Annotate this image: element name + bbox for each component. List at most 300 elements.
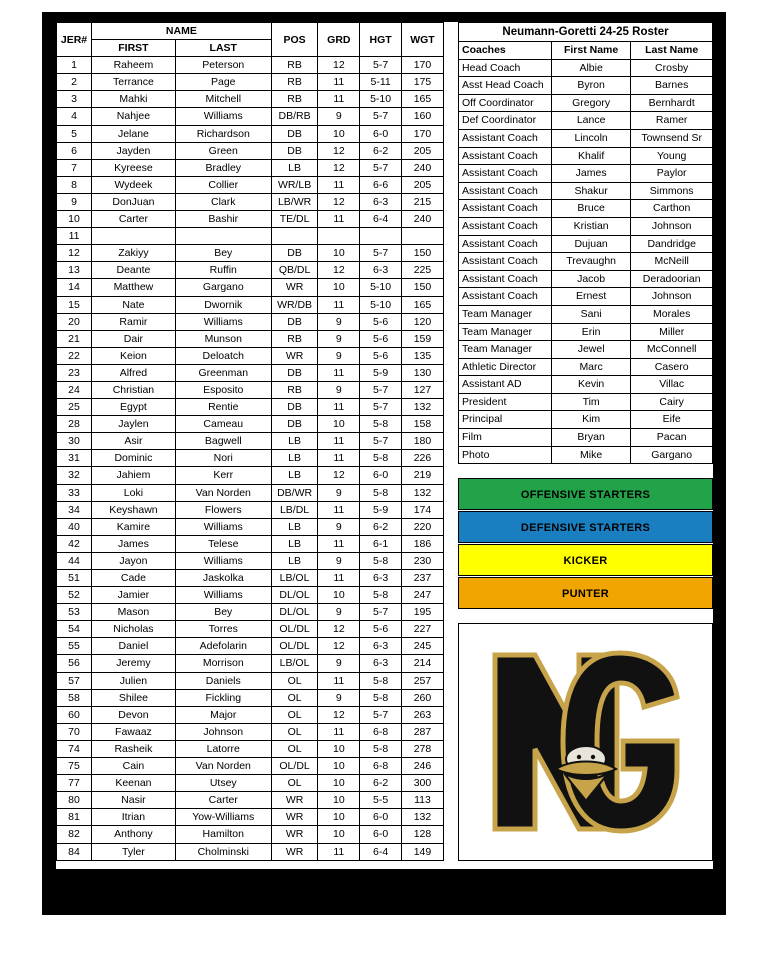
table-row (57, 775, 444, 792)
cell-grade: 9 (318, 484, 360, 501)
cell-staff-first-name: Gregory (551, 94, 631, 112)
cell-first-name: Jayon (92, 552, 176, 569)
cell-staff-first-name: Albie (551, 59, 631, 77)
cell-position: DB/WR (271, 484, 318, 501)
header-staff-last: Last Name (631, 42, 713, 60)
header-pos: POS (271, 23, 318, 57)
cell-position: LB (271, 518, 318, 535)
cell-height: 6-3 (360, 262, 402, 279)
table-row (459, 288, 713, 306)
cell-weight: 245 (401, 638, 443, 655)
cell-grade: 11 (318, 176, 360, 193)
cell-first-name: Wydeek (92, 176, 176, 193)
table-row (57, 552, 444, 569)
cell-staff-last-name: Johnson (631, 217, 713, 235)
cell-height: 6-0 (360, 809, 402, 826)
cell-first-name: Shilee (92, 689, 176, 706)
cell-jersey: 58 (57, 689, 92, 706)
cell-last-name: Clark (175, 193, 271, 210)
cell-grade: 9 (318, 604, 360, 621)
cell-position: DB (271, 245, 318, 262)
cell-height: 5-10 (360, 91, 402, 108)
cell-jersey: 7 (57, 159, 92, 176)
cell-last-name: Collier (175, 176, 271, 193)
cell-height: 5-7 (360, 57, 402, 74)
staff-table (458, 41, 713, 464)
cell-staff-first-name: Jacob (551, 270, 631, 288)
cell-grade: 12 (318, 57, 360, 74)
table-row (57, 245, 444, 262)
cell-jersey: 13 (57, 262, 92, 279)
cell-jersey: 31 (57, 450, 92, 467)
cell-position: LB (271, 552, 318, 569)
cell-weight: 150 (401, 245, 443, 262)
cell-position: WR (271, 347, 318, 364)
table-row (57, 193, 444, 210)
cell-staff-last-name: Gargano (631, 446, 713, 464)
cell-weight: 240 (401, 159, 443, 176)
cell-weight: 132 (401, 809, 443, 826)
table-row (57, 364, 444, 381)
cell-jersey: 34 (57, 501, 92, 518)
cell-first-name: Devon (92, 706, 176, 723)
cell-staff-last-name: McConnell (631, 341, 713, 359)
cell-weight: 120 (401, 313, 443, 330)
cell-last-name: Cholminski (175, 843, 271, 860)
cell-weight: 278 (401, 740, 443, 757)
cell-weight: 158 (401, 416, 443, 433)
cell-staff-last-name: Eife (631, 411, 713, 429)
cell-staff-last-name: Bernhardt (631, 94, 713, 112)
cell-first-name: Jaylen (92, 416, 176, 433)
cell-last-name: Bashir (175, 211, 271, 228)
table-row (459, 147, 713, 165)
cell-jersey: 33 (57, 484, 92, 501)
cell-grade: 12 (318, 706, 360, 723)
table-row (57, 535, 444, 552)
cell-grade: 9 (318, 313, 360, 330)
table-row (459, 182, 713, 200)
cell-weight: 220 (401, 518, 443, 535)
cell-weight: 165 (401, 91, 443, 108)
table-row (57, 125, 444, 142)
table-row (459, 200, 713, 218)
cell-grade: 12 (318, 193, 360, 210)
cell-last-name: Williams (175, 518, 271, 535)
cell-last-name: Page (175, 74, 271, 91)
cell-jersey: 32 (57, 467, 92, 484)
cell-last-name: Carter (175, 792, 271, 809)
cell-last-name: Peterson (175, 57, 271, 74)
cell-first-name: Deante (92, 262, 176, 279)
cell-height: 5-9 (360, 364, 402, 381)
cell-jersey: 1 (57, 57, 92, 74)
cell-height: 6-8 (360, 758, 402, 775)
cell-position: QB/DL (271, 262, 318, 279)
table-row (57, 108, 444, 125)
header-staff-first: First Name (551, 42, 631, 60)
cell-grade: 10 (318, 416, 360, 433)
cell-staff-first-name: Tim (551, 393, 631, 411)
cell-weight: 205 (401, 176, 443, 193)
cell-weight: 174 (401, 501, 443, 518)
table-row (57, 228, 444, 245)
cell-jersey: 20 (57, 313, 92, 330)
cell-grade: 12 (318, 467, 360, 484)
cell-jersey: 3 (57, 91, 92, 108)
roster-group-header-row (57, 23, 444, 40)
cell-grade: 9 (318, 655, 360, 672)
cell-height: 6-4 (360, 211, 402, 228)
cell-jersey: 57 (57, 672, 92, 689)
table-row (57, 416, 444, 433)
cell-position: RB (271, 74, 318, 91)
cell-role: Head Coach (459, 59, 552, 77)
cell-position: DL/OL (271, 604, 318, 621)
cell-first-name: Keenan (92, 775, 176, 792)
cell-weight: 127 (401, 381, 443, 398)
cell-grade: 11 (318, 843, 360, 860)
cell-grade: 10 (318, 792, 360, 809)
cell-position: LB/WR (271, 193, 318, 210)
table-row (459, 165, 713, 183)
cell-first-name: Anthony (92, 826, 176, 843)
cell-last-name: Yow-Williams (175, 809, 271, 826)
cell-grade: 11 (318, 450, 360, 467)
cell-height: 5-8 (360, 587, 402, 604)
cell-last-name: Mitchell (175, 91, 271, 108)
player-roster-body (57, 57, 444, 860)
cell-jersey: 53 (57, 604, 92, 621)
cell-position: WR (271, 843, 318, 860)
cell-first-name: Jelane (92, 125, 176, 142)
table-row (57, 262, 444, 279)
cell-height: 6-2 (360, 775, 402, 792)
cell-weight: 132 (401, 399, 443, 416)
cell-weight: 225 (401, 262, 443, 279)
cell-jersey: 9 (57, 193, 92, 210)
cell-height: 6-8 (360, 723, 402, 740)
cell-staff-first-name: Mike (551, 446, 631, 464)
cell-jersey: 25 (57, 399, 92, 416)
table-row (57, 570, 444, 587)
cell-last-name: Jaskolka (175, 570, 271, 587)
cell-position: OL (271, 706, 318, 723)
cell-first-name: Julien (92, 672, 176, 689)
table-row (57, 296, 444, 313)
table-row (57, 74, 444, 91)
cell-position: RB (271, 381, 318, 398)
table-row (57, 621, 444, 638)
cell-grade: 9 (318, 552, 360, 569)
cell-position: OL (271, 689, 318, 706)
cell-grade: 11 (318, 364, 360, 381)
cell-position: DB (271, 125, 318, 142)
cell-role: Team Manager (459, 323, 552, 341)
cell-height: 5-6 (360, 621, 402, 638)
cell-jersey: 12 (57, 245, 92, 262)
header-first-name: FIRST (92, 40, 176, 57)
table-row (459, 94, 713, 112)
cell-weight: 247 (401, 587, 443, 604)
cell-first-name: Keyshawn (92, 501, 176, 518)
table-row (57, 142, 444, 159)
cell-first-name: Terrance (92, 74, 176, 91)
cell-last-name: Major (175, 706, 271, 723)
cell-weight: 113 (401, 792, 443, 809)
cell-weight: 175 (401, 74, 443, 91)
cell-position: DB (271, 416, 318, 433)
cell-staff-last-name: Dandridge (631, 235, 713, 253)
cell-jersey: 60 (57, 706, 92, 723)
cell-jersey: 51 (57, 570, 92, 587)
cell-jersey: 28 (57, 416, 92, 433)
cell-position: DB (271, 364, 318, 381)
cell-position: OL/DL (271, 638, 318, 655)
cell-weight: 165 (401, 296, 443, 313)
header-jersey: JER# (57, 23, 92, 57)
table-row (57, 159, 444, 176)
cell-weight: 186 (401, 535, 443, 552)
table-row (459, 129, 713, 147)
cell-last-name: Williams (175, 108, 271, 125)
cell-first-name: Nasir (92, 792, 176, 809)
cell-first-name: Cade (92, 570, 176, 587)
cell-grade: 10 (318, 775, 360, 792)
cell-staff-last-name: Barnes (631, 77, 713, 95)
cell-position: WR/LB (271, 176, 318, 193)
cell-height: 5-8 (360, 416, 402, 433)
cell-position: OL (271, 740, 318, 757)
cell-weight: 130 (401, 364, 443, 381)
cell-last-name: Rentie (175, 399, 271, 416)
cell-staff-first-name: Lincoln (551, 129, 631, 147)
cell-jersey: 77 (57, 775, 92, 792)
table-row (57, 740, 444, 757)
cell-role: Assistant AD (459, 376, 552, 394)
cell-position: RB (271, 330, 318, 347)
cell-height: 6-3 (360, 570, 402, 587)
cell-jersey: 22 (57, 347, 92, 364)
cell-weight: 180 (401, 433, 443, 450)
table-row (459, 253, 713, 271)
cell-first-name: Ramir (92, 313, 176, 330)
cell-staff-last-name: Carthon (631, 200, 713, 218)
cell-grade: 10 (318, 245, 360, 262)
cell-last-name: Nori (175, 450, 271, 467)
cell-weight: 240 (401, 211, 443, 228)
cell-height: 6-3 (360, 655, 402, 672)
cell-first-name: Zakiyy (92, 245, 176, 262)
cell-last-name: Kerr (175, 467, 271, 484)
legend-item: KICKER (458, 544, 713, 576)
cell-position: WR/DB (271, 296, 318, 313)
header-weight: WGT (401, 23, 443, 57)
cell-first-name: Egypt (92, 399, 176, 416)
table-row (459, 393, 713, 411)
table-row (57, 399, 444, 416)
cell-role: Assistant Coach (459, 165, 552, 183)
cell-first-name: Carter (92, 211, 176, 228)
cell-weight: 128 (401, 826, 443, 843)
cell-grade: 12 (318, 638, 360, 655)
cell-first-name: Mahki (92, 91, 176, 108)
cell-staff-first-name: Kristian (551, 217, 631, 235)
cell-staff-first-name: Marc (551, 358, 631, 376)
cell-grade: 11 (318, 433, 360, 450)
cell-last-name: Munson (175, 330, 271, 347)
cell-first-name: Loki (92, 484, 176, 501)
cell-jersey: 15 (57, 296, 92, 313)
cell-weight: 159 (401, 330, 443, 347)
cell-grade: 10 (318, 125, 360, 142)
table-row (57, 347, 444, 364)
cell-jersey: 2 (57, 74, 92, 91)
table-row (459, 376, 713, 394)
cell-jersey: 30 (57, 433, 92, 450)
table-row (57, 433, 444, 450)
cell-weight: 215 (401, 193, 443, 210)
cell-grade: 12 (318, 621, 360, 638)
table-row (459, 446, 713, 464)
table-row (459, 112, 713, 130)
cell-role: Def Coordinator (459, 112, 552, 130)
cell-grade: 11 (318, 74, 360, 91)
cell-weight: 227 (401, 621, 443, 638)
table-row (459, 341, 713, 359)
cell-last-name: Morrison (175, 655, 271, 672)
cell-role: Assistant Coach (459, 200, 552, 218)
cell-last-name: Deloatch (175, 347, 271, 364)
cell-first-name: Alfred (92, 364, 176, 381)
cell-first-name: Tyler (92, 843, 176, 860)
table-row (57, 706, 444, 723)
cell-grade: 11 (318, 296, 360, 313)
cell-staff-first-name: James (551, 165, 631, 183)
table-row (57, 176, 444, 193)
cell-weight: 132 (401, 484, 443, 501)
cell-last-name: Johnson (175, 723, 271, 740)
cell-staff-last-name: Miller (631, 323, 713, 341)
cell-jersey: 10 (57, 211, 92, 228)
cell-weight: 170 (401, 125, 443, 142)
table-row (57, 604, 444, 621)
cell-height: 5-7 (360, 245, 402, 262)
table-row (57, 792, 444, 809)
cell-first-name: Itrian (92, 809, 176, 826)
table-row (459, 429, 713, 447)
cell-role: Assistant Coach (459, 288, 552, 306)
cell-last-name: Hamilton (175, 826, 271, 843)
roster-sheet (56, 22, 713, 869)
cell-position: TE/DL (271, 211, 318, 228)
cell-position: RB (271, 91, 318, 108)
cell-staff-first-name: Trevaughn (551, 253, 631, 271)
cell-last-name: Bagwell (175, 433, 271, 450)
cell-last-name: Fickling (175, 689, 271, 706)
cell-last-name: Torres (175, 621, 271, 638)
table-row (57, 279, 444, 296)
cell-first-name: Kyreese (92, 159, 176, 176)
cell-position: LB (271, 535, 318, 552)
cell-height: 5-10 (360, 296, 402, 313)
cell-height: 6-3 (360, 638, 402, 655)
cell-first-name: Cain (92, 758, 176, 775)
cell-role: Athletic Director (459, 358, 552, 376)
cell-first-name: Keion (92, 347, 176, 364)
cell-staff-first-name: Erin (551, 323, 631, 341)
legend-item: OFFENSIVE STARTERS (458, 478, 713, 510)
cell-staff-last-name: Ramer (631, 112, 713, 130)
table-row (459, 77, 713, 95)
cell-first-name: Rasheik (92, 740, 176, 757)
cell-role: Assistant Coach (459, 253, 552, 271)
table-row (459, 323, 713, 341)
cell-jersey: 81 (57, 809, 92, 826)
cell-grade: 11 (318, 501, 360, 518)
cell-grade: 10 (318, 826, 360, 843)
cell-height: 6-2 (360, 142, 402, 159)
cell-height: 5-8 (360, 552, 402, 569)
cell-position: LB (271, 467, 318, 484)
cell-role: President (459, 393, 552, 411)
cell-position: OL/DL (271, 758, 318, 775)
cell-position: DB (271, 142, 318, 159)
cell-role: Photo (459, 446, 552, 464)
table-row (459, 411, 713, 429)
cell-role: Team Manager (459, 341, 552, 359)
cell-last-name: Bradley (175, 159, 271, 176)
cell-grade: 11 (318, 91, 360, 108)
cell-height: 5-7 (360, 706, 402, 723)
cell-jersey: 23 (57, 364, 92, 381)
cell-position: DB (271, 313, 318, 330)
cell-grade: 9 (318, 689, 360, 706)
cell-last-name: Cameau (175, 416, 271, 433)
cell-last-name: Latorre (175, 740, 271, 757)
table-row (57, 467, 444, 484)
table-row (57, 638, 444, 655)
table-row (57, 843, 444, 860)
cell-height: 5-10 (360, 279, 402, 296)
table-row (459, 217, 713, 235)
cell-height: 5-6 (360, 313, 402, 330)
staff-header-row (459, 42, 713, 60)
cell-grade: 12 (318, 262, 360, 279)
cell-height: 5-7 (360, 159, 402, 176)
cell-staff-last-name: Casero (631, 358, 713, 376)
cell-height: 6-0 (360, 826, 402, 843)
cell-first-name: Dair (92, 330, 176, 347)
table-row (459, 305, 713, 323)
cell-height: 5-7 (360, 108, 402, 125)
cell-staff-last-name: Morales (631, 305, 713, 323)
cell-position: WR (271, 809, 318, 826)
cell-weight (401, 228, 443, 245)
cell-first-name: Nate (92, 296, 176, 313)
cell-last-name: Williams (175, 587, 271, 604)
cell-height: 5-11 (360, 74, 402, 91)
cell-grade: 10 (318, 279, 360, 296)
cell-grade: 9 (318, 108, 360, 125)
cell-position: LB/DL (271, 501, 318, 518)
cell-grade: 9 (318, 518, 360, 535)
cell-position: OL (271, 723, 318, 740)
cell-grade: 11 (318, 399, 360, 416)
table-row (57, 672, 444, 689)
cell-height: 5-9 (360, 501, 402, 518)
cell-role: Assistant Coach (459, 147, 552, 165)
